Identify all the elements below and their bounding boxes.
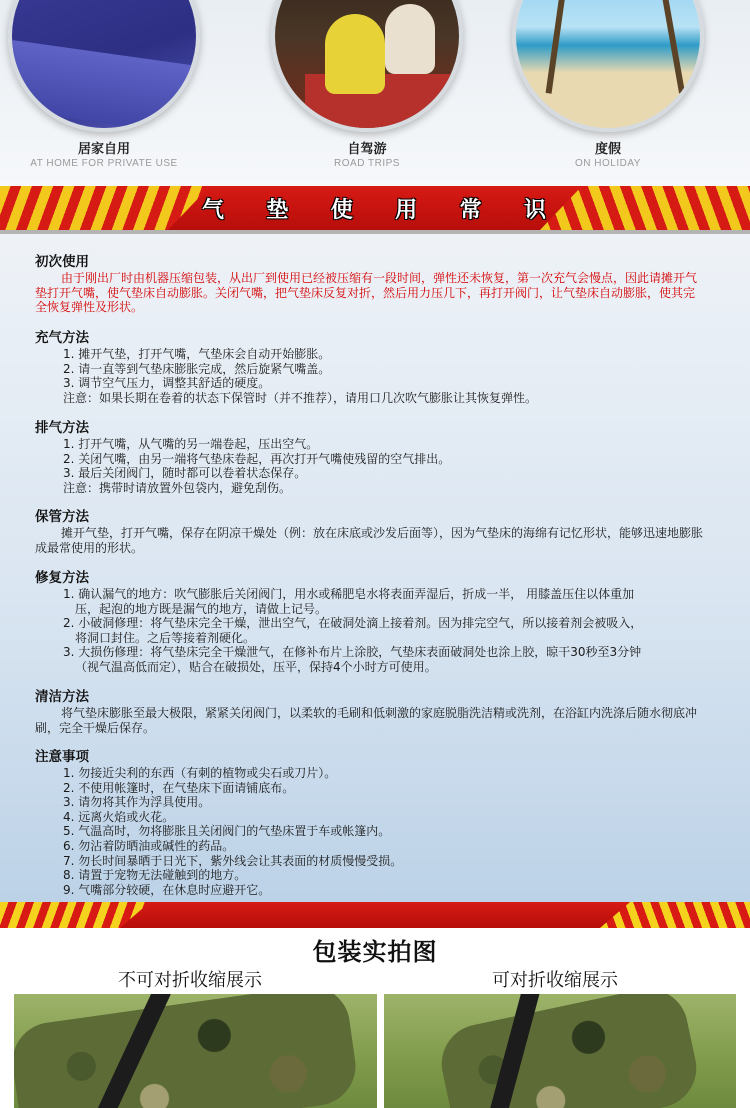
first-use-text: 由于刚出厂时由机器压缩包装，从出厂到使用已经被压缩有一段时间，弹性还未恢复，第一次充气会慢点，因此请摊开气垫打开气嘴，使气垫床自动膨胀。关闭气嘴，把气垫床反复对折，然后用力压几下，再打开阀门，让气垫床自动膨胀，使其完全恢复弹性及形状。 [35, 271, 698, 315]
list-item: 2. 小破洞修理：将气垫床完全干燥，泄出空气，在破洞处滴上接着剂。因为排完空气，所以接着剂会被吸入， [63, 616, 643, 631]
packaging-photo-non-folding [14, 994, 377, 1108]
list-item: 3. 最后关闭阀门，随时都可以卷着状态保存。 [63, 466, 307, 481]
packaging-right-label: 可对折收缩展示 [492, 970, 618, 991]
section-deflate [35, 420, 705, 495]
instruction-panel [0, 230, 750, 902]
packaging-title: 包装实拍图 [312, 938, 438, 966]
cleaning-text: 将气垫床膨胀至最大极限，紧紧关闭阀门，以柔软的毛刷和低刺激的家庭脱脂洗洁精或洗剂，在浴缸内洗涤后随水彻底冲刷，完全干燥后保存。 [35, 706, 698, 735]
banner-char: 气 [202, 197, 227, 223]
list-item: 1. 勿接近尖利的东西（有刺的植物或尖石或刀片）。 [63, 766, 337, 780]
banner-title [180, 192, 570, 224]
inflate-note: 注意：如果长期在卷着的状态下保管时（并不推荐），请用口几次吹气膨胀让其恢复弹性。 [63, 390, 538, 405]
list-item: 2. 不使用帐篷时，在气垫床下面请铺底布。 [63, 780, 295, 795]
section-heading: 注意事项 [35, 749, 89, 765]
scene-holiday-title: 度假 [594, 142, 621, 157]
list-item-continuation: （视气温高低而定），贴合在破损处，压平，保持4个小时方可使用。 [75, 659, 437, 674]
list-item: 6. 勿沾着防晒油或碱性的药品。 [63, 838, 235, 853]
usage-scenes [0, 0, 750, 190]
scene-holiday-image [512, 0, 704, 132]
list-item: 5. 气温高时，勿将膨胀且关闭阀门的气垫床置于车或帐篷内。 [63, 824, 391, 839]
scene-road-subtitle: ROAD TRIPS [334, 158, 400, 169]
list-item: 7. 勿长时间暴晒于日光下，紫外线会让其表面的材质慢慢受损。 [63, 853, 403, 868]
scene-road-title: 自驾游 [347, 142, 387, 157]
section-heading: 充气方法 [35, 330, 89, 346]
scene-road-image [271, 0, 463, 132]
scene-home-image [8, 0, 200, 132]
section-banner [0, 186, 750, 230]
scene-holiday-subtitle: ON HOLIDAY [575, 158, 641, 169]
section-heading: 初次使用 [35, 254, 89, 270]
banner-char: 垫 [266, 197, 291, 223]
list-item: 2. 关闭气嘴，由另一端将气垫床卷起，再次打开气嘴使残留的空气排出。 [63, 451, 451, 466]
banner-char: 常 [459, 197, 484, 223]
list-item: 1. 打开气嘴，从气嘴的另一端卷起，压出空气。 [63, 437, 319, 451]
section-heading: 清洁方法 [35, 689, 89, 705]
list-item: 8. 请置于宠物无法碰触到的地方。 [63, 868, 247, 883]
packaging-left-label: 不可对折收缩展示 [118, 970, 262, 991]
scene-home-title: 居家自用 [77, 142, 130, 157]
list-item: 1. 确认漏气的地方：吹气膨胀后关闭阀门，用水或稀肥皂水将表面弄湿后，折成一半， 用膝盖压住以体重加 [63, 587, 635, 601]
list-item: 4. 远离火焰或火花。 [63, 809, 175, 824]
list-item-continuation: 压，起泡的地方既是漏气的地方，请做上记号。 [75, 601, 328, 616]
list-item: 3. 请勿将其作为浮具使用。 [63, 795, 211, 810]
section-divider [0, 902, 750, 928]
section-inflate [35, 330, 705, 405]
list-item-continuation: 将洞口封住。之后等接着剂硬化。 [75, 630, 256, 645]
list-item: 3. 大损伤修理：将气垫床完全干燥泄气，在修补布片上涂胶，气垫床表面破洞处也涂上胶，晾干30秒至3分钟 [63, 645, 642, 660]
section-first-use [35, 254, 705, 315]
packaging-photo-folding [384, 994, 736, 1108]
section-heading: 保管方法 [35, 509, 89, 525]
banner-char: 用 [395, 197, 420, 223]
list-item: 2. 请一直等到气垫床膨胀完成，然后旋紧气嘴盖。 [63, 361, 331, 376]
list-item: 9. 气嘴部分较硬，在休息时应避开它。 [63, 882, 271, 897]
scene-home-subtitle: AT HOME FOR PRIVATE USE [30, 158, 178, 169]
banner-char: 使 [330, 197, 355, 223]
storage-text: 摊开气垫，打开气嘴，保存在阴凉干燥处（例：放在床底或沙发后面等），因为气垫床的海绵有记忆形状，能够迅速地膨胀成最常使用的形状。 [35, 526, 704, 555]
section-storage [35, 509, 705, 555]
list-item: 1. 摊开气垫，打开气嘴，气垫床会自动开始膨胀。 [63, 347, 331, 361]
section-cleaning [35, 689, 705, 735]
banner-char: 识 [523, 197, 548, 223]
section-repair [35, 570, 705, 675]
section-heading: 修复方法 [35, 570, 89, 586]
section-notes [35, 749, 705, 897]
deflate-note: 注意：携带时请放置外包袋内，避免刮伤。 [63, 480, 292, 495]
section-heading: 排气方法 [35, 420, 89, 436]
list-item: 3. 调节空气压力，调整其舒适的硬度。 [63, 376, 271, 391]
